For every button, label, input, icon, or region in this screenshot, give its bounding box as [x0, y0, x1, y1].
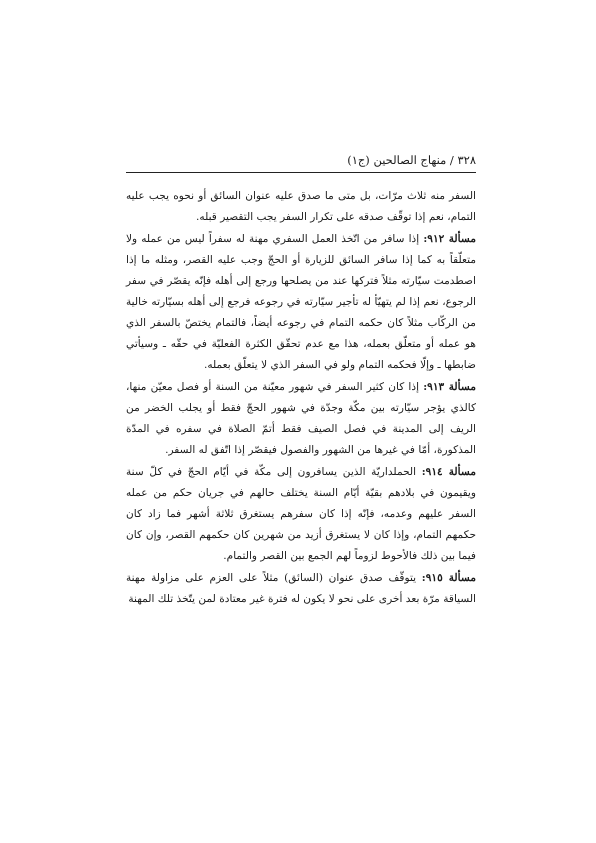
paragraph	[126, 377, 476, 461]
issue-label: مسألة ٩١٢:	[423, 233, 477, 245]
paragraph-text: إذا كان كثير السفر في شهور معيّنة من السنة أو فصل معيّن منها، كالذي يؤجر سيّارته بين مكّة وجدّة في شهور الحجّ فقط أو يجلب الخضر من الريف إلى المدينة في فصل الصيف فقط أتمّ الصلاة في سفره في المدّة المذكورة، أمّا في غيرها من الشهور والفصول فيقصّر إذا اتّفق له السفر.	[126, 381, 476, 456]
paragraph	[126, 186, 476, 228]
paragraph-text: الحملداريّة الذين يسافرون إلى مكّة في أيّام الحجّ في كلّ سنة ويقيمون في بلادهم بقيّة أيّام السنة يختلف حالهم في جريان حكم من عمله السفر عليهم وعدمه، فإنّه إذا كان سفرهم يستغرق ثلاثة أشهر فما زاد كان حكمهم التمام، وإذا كان لا يستغرق أزيد من شهرين كان حكمهم القصر، وإن كان فيما بين ذلك فالأحوط لزوماً لهم الجمع بين القصر والتمام.	[126, 466, 476, 562]
running-head-text: ٣٢٨ / منهاج الصالحين (ج١)	[347, 153, 476, 167]
paragraph-text: يتوقّف صدق عنوان (السائق) مثلاً على العزم على مزاولة مهنة السياقة مرّة بعد أخرى على نحو لا يكون له فترة غير معتادة لمن يتّخذ تلك المهنة	[126, 572, 476, 605]
body-text	[126, 186, 476, 611]
paragraph	[126, 462, 476, 567]
paragraph-text: إذا سافر من اتّخذ العمل السفري مهنة له سفراً ليس من عمله ولا متعلّقاً به كما إذا سافر السائق للزيارة أو الحجّ وجب عليه القصر، ومثله ما إذا اصطدمت سيّارته مثلاً فتركها عند من يصلحها ورجع إلى أهله فإنّه يقصّر في سفر الرجوع، نعم إذا لم يتهيّأ له تأجير سيّارته في رجوعه فرجع إلى أهله بسيّارته خالية من الركّاب مثلاً كان حكمه التمام في رجوعه أيضاً، فالتمام يختصّ بالسفر الذي هو عمله أو متعلّق بعمله، هذا مع عدم تحقّق الكثرة الفعليّة في حقّه ـ وسيأتي ضابطها ـ وإلّا فحكمه التمام ولو في السفر الذي لا يتعلّق بعمله.	[126, 233, 476, 371]
issue-label: مسألة ٩١٥:	[421, 572, 477, 584]
paragraph-text: السفر منه ثلاث مرّات، بل متى ما صدق عليه عنوان السائق أو نحوه يجب عليه التمام، نعم إذا توقّف صدقه على تكرار السفر يجب التقصير قبله.	[126, 190, 476, 223]
issue-label: مسألة ٩١٤:	[421, 466, 476, 478]
paragraph	[126, 229, 476, 376]
paragraph	[126, 568, 476, 610]
issue-label: مسألة ٩١٣:	[423, 381, 476, 393]
running-header	[126, 150, 476, 173]
